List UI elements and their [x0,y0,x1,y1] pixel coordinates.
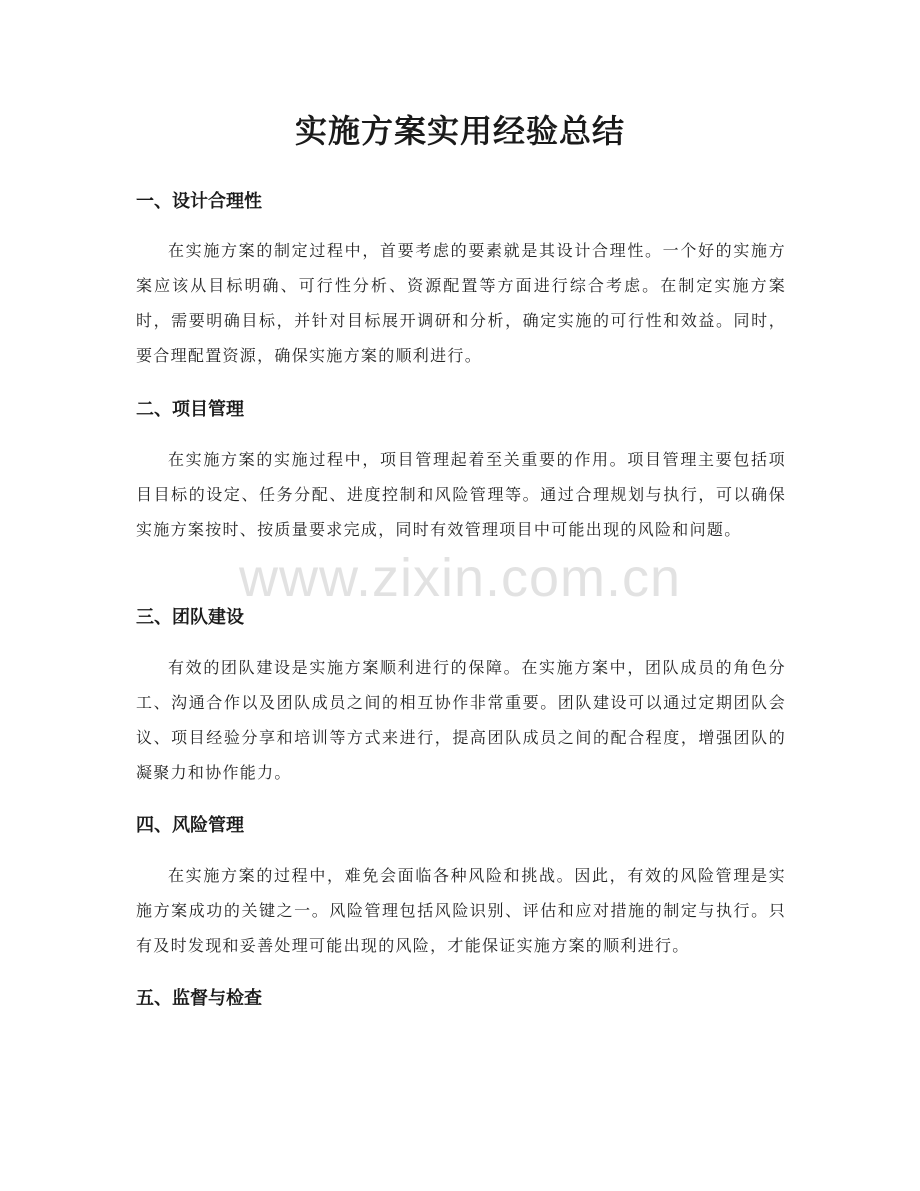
section-heading-team-building: 三、团队建设 [136,607,244,628]
section-heading-supervision: 五、监督与检查 [136,988,262,1009]
section-paragraph-project-management: 在实施方案的实施过程中，项目管理起着至关重要的作用。项目管理主要包括项目目标的设定、任务分配、进度控制和风险管理等。通过合理规划与执行，可以确保实施方案按时、按质量要求完成，同时有效管理项目中可能出现的风险和问题。 [136,450,786,539]
section-paragraph-team-building: 有效的团队建设是实施方案顺利进行的保障。在实施方案中，团队成员的角色分工、沟通合作以及团队成员之间的相互协作非常重要。团队建设可以通过定期团队会议、项目经验分享和培训等方式来进行，提高团队成员之间的配合程度，增强团队的凝聚力和协作能力。 [136,658,786,782]
section-heading-project-management: 二、项目管理 [136,399,244,420]
section-paragraph-design: 在实施方案的制定过程中，首要考虑的要素就是其设计合理性。一个好的实施方案应该从目标明确、可行性分析、资源配置等方面进行综合考虑。在制定实施方案时，需要明确目标，并针对目标展开调研和分析，确定实施的可行性和效益。同时，要合理配置资源，确保实施方案的顺利进行。 [136,241,786,365]
section-heading-risk-management: 四、风险管理 [136,815,244,836]
section-heading-design: 一、设计合理性 [136,191,262,212]
section-paragraph-risk-management: 在实施方案的过程中，难免会面临各种风险和挑战。因此，有效的风险管理是实施方案成功的关键之一。风险管理包括风险识别、评估和应对措施的制定与执行。只有及时发现和妥善处理可能出现的风险，才能保证实施方案的顺利进行。 [136,866,786,955]
page-title: 实施方案实用经验总结 [294,112,625,150]
watermark: www.zixin.com.cn [238,548,682,608]
